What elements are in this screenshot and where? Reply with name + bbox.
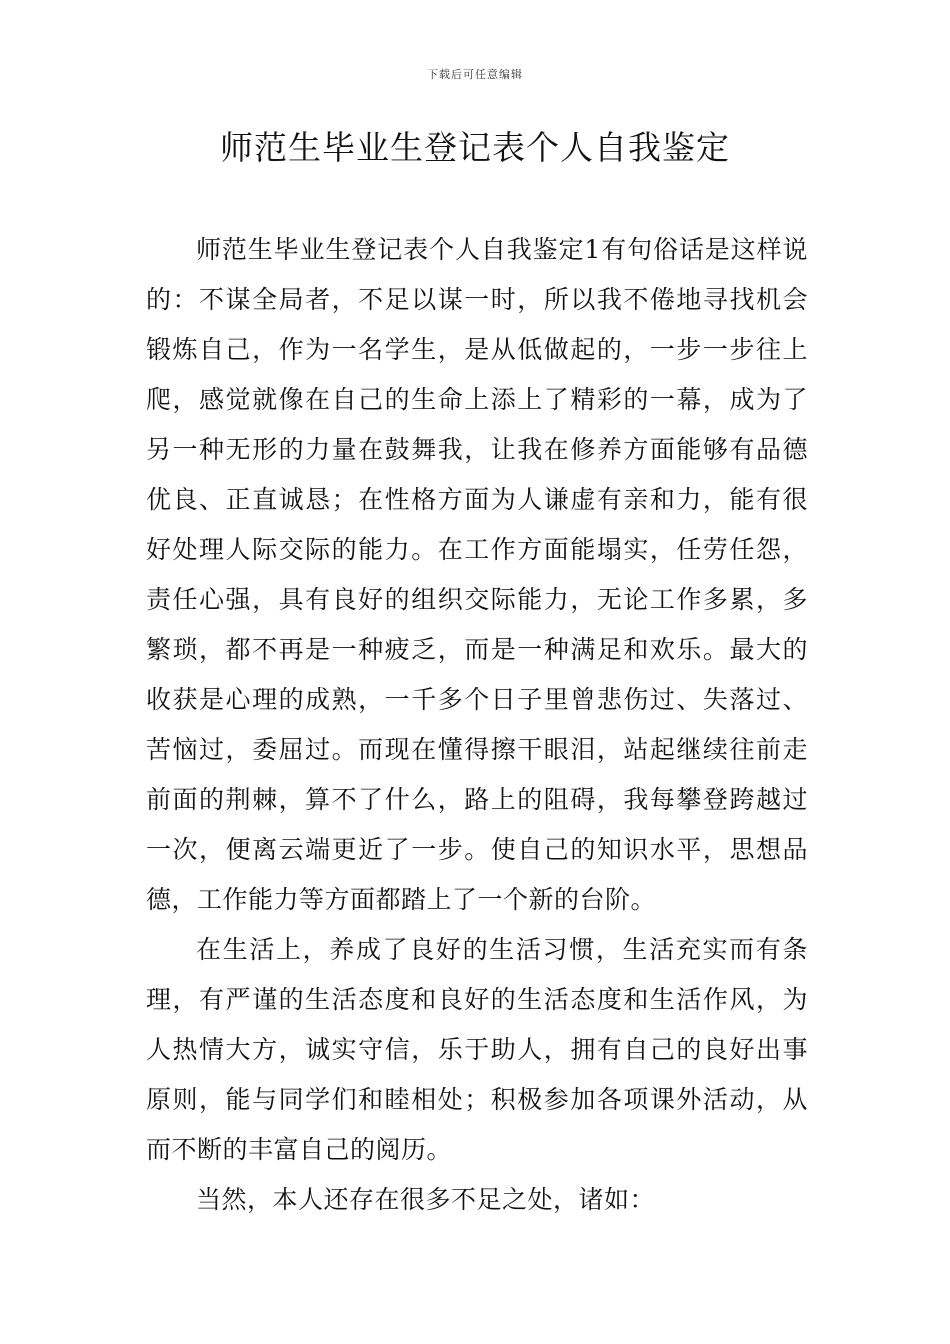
document-title: 师范生毕业生登记表个人自我鉴定 xyxy=(220,128,730,167)
paragraph-3: 当然，本人还存在很多不足之处，诸如： xyxy=(196,1185,656,1214)
paragraph-1: 师范生毕业生登记表个人自我鉴定1有句俗话是这样说的：不谋全局者，不足以谋一时，所以我不倦地寻找机会锻炼自己，作为一名学生，是从低做起的，一步一步往上爬，感觉就像在自己的生命上添上了精彩的一幕，成为了另一种无形的力量在鼓舞我，让我在修养方面能够有品德优良、正直诚恳；在性格方面为人谦虚有亲和力，能有很好处理人际交际的能力。在工作方面能塌实，任劳任怨，责任心强，具有良好的组织交际能力，无论工作多累，多繁琐，都不再是一种疲乏，而是一种满足和欢乐。最大的收获是心理的成熟，一千多个日子里曾悲伤过、失落过、苦恼过，委屈过。而现在懂得擦干眼泪，站起继续往前走前面的荆棘，算不了什么，路上的阻碍，我每攀登跨越过一次，便离云端更近了一步。使自己的知识水平，思想品德，工作能力等方面都踏上了一个新的台阶。 xyxy=(146,235,808,914)
header-note: 下载后可任意编辑 xyxy=(427,68,523,81)
document-body xyxy=(146,225,808,1225)
paragraph-2: 在生活上，养成了良好的生活习惯，生活充实而有条理，有严谨的生活态度和良好的生活态度和生活作风，为人热情大方，诚实守信，乐于助人，拥有自己的良好出事原则，能与同学们和睦相处；积极参加各项课外活动，从而不断的丰富自己的阅历。 xyxy=(146,935,808,1164)
